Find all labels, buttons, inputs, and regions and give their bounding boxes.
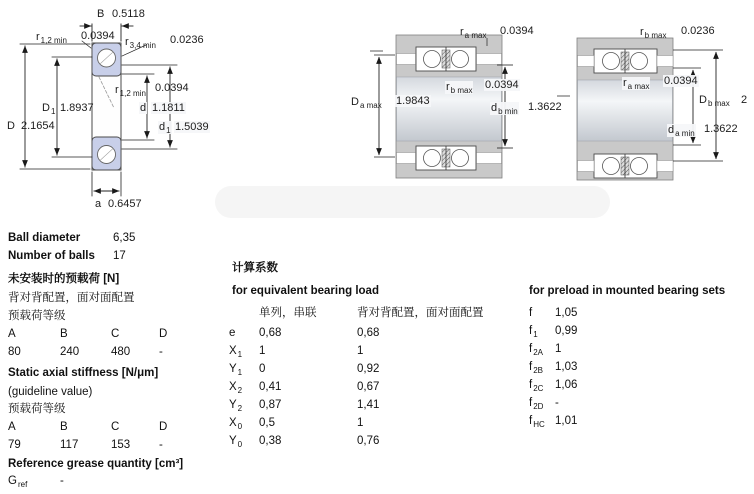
dim-label-da-min: $d_{a min}$ xyxy=(668,124,695,138)
factor-row-label: $Y_1$ xyxy=(229,363,243,377)
preload-factor-label: $f_{2D}$ xyxy=(529,397,544,411)
preload-factor-value: 1,01 xyxy=(555,415,578,427)
factor-row-label: e xyxy=(229,327,236,339)
dim-value-r12-min-mid: 0.0394 xyxy=(155,82,189,94)
stiffness-header-D: D xyxy=(159,421,168,433)
dim-value-D: 2.1654 xyxy=(21,120,55,132)
preload-class-label: 预载荷等级 xyxy=(8,310,66,322)
preload-factor-value: 1,06 xyxy=(555,379,578,391)
dim-label-rb-max-right: $r_{b max}$ xyxy=(640,26,667,40)
stiffness-header-B: B xyxy=(60,421,68,433)
dim-label-Db-max: $D_{b max}$ xyxy=(699,94,730,108)
stiffness-value-D: - xyxy=(159,439,163,451)
dim-value-ra-max-mid: 0.0394 xyxy=(500,25,534,37)
preload-factor-label: $f_1$ xyxy=(529,325,538,339)
ball-diameter-label: Ball diameter xyxy=(8,232,81,244)
dim-label-r12-min-top: $r_{1,2 min}$ xyxy=(36,31,67,45)
preload-value-D: - xyxy=(159,346,163,358)
dim-label-r12-min-mid: $r_{1,2 min}$ xyxy=(115,84,146,98)
calc-factors-title: 计算系数 xyxy=(232,262,278,274)
dim-value-Da-max: 1.9843 xyxy=(396,95,430,107)
stiffness-class-label: 预载荷等级 xyxy=(8,403,66,415)
preload-factor-label: $f_{2A}$ xyxy=(529,343,543,357)
number-of-balls-label: Number of balls xyxy=(8,250,95,262)
dim-value-B: 0.5118 xyxy=(112,8,145,20)
factor-row-col1: 0 xyxy=(259,363,266,375)
stiffness-subtitle: (guideline value) xyxy=(8,386,93,398)
dim-value-D1: 1.8937 xyxy=(60,102,94,114)
dim-label-D1: $D_1$ xyxy=(42,102,56,116)
dim-value-d: 1.1811 xyxy=(152,102,185,114)
grease-title: Reference grease quantity [cm³] xyxy=(8,458,184,470)
dim-value-r12-min-top: 0.0394 xyxy=(81,30,115,42)
factor-row-label: $X_0$ xyxy=(229,417,243,431)
factor-row-col1: 0,87 xyxy=(259,399,282,411)
mounted-pair-diagram-face-to-face xyxy=(577,38,723,180)
preload-factor-value: 1,03 xyxy=(555,361,578,373)
preload-unmounted-title: 未安装时的预载荷 [N] xyxy=(8,273,120,285)
ball-diameter-value: 6,35 xyxy=(113,232,136,244)
factor-row-col1: 1 xyxy=(259,345,266,357)
preload-factor-label: $f_{HC}$ xyxy=(529,415,545,429)
preload-factor-label: $f_{2B}$ xyxy=(529,361,543,375)
factor-row-col2: 0,92 xyxy=(357,363,380,375)
equiv-load-title: for equivalent bearing load xyxy=(232,285,379,297)
equiv-col1-header: 单列，串联 xyxy=(259,307,317,319)
number-of-balls-value: 17 xyxy=(113,250,126,262)
dim-label-d: d xyxy=(140,102,147,114)
dim-label-rb-max-mid: $r_{b max}$ xyxy=(446,81,473,95)
preload-value-A: 80 xyxy=(8,346,21,358)
preload-sets-title: for preload in mounted bearing sets xyxy=(529,285,726,297)
dim-value-a: 0.6457 xyxy=(108,198,142,210)
dim-label-a: a xyxy=(95,198,102,210)
dim-label-ra-max-right: $r_{a max}$ xyxy=(623,77,650,91)
grease-symbol: $G_{ref}$ xyxy=(8,475,28,489)
stiffness-value-B: 117 xyxy=(60,439,79,451)
factor-row-col2: 1,41 xyxy=(357,399,380,411)
equiv-col2-header: 背对背配置，面对面配置 xyxy=(357,307,484,319)
preload-value-B: 240 xyxy=(60,346,80,358)
dim-label-Da-max: $D_{a max}$ xyxy=(351,96,382,110)
dim-label-B: B xyxy=(97,8,105,20)
dim-value-d1: 1.5039 xyxy=(175,121,209,133)
preload-header-D: D xyxy=(159,328,168,340)
stiffness-value-A: 79 xyxy=(8,439,21,451)
factor-row-label: $X_2$ xyxy=(229,381,243,395)
dim-value-rb-max-right: 0.0236 xyxy=(681,25,715,37)
factor-row-col1: 0,68 xyxy=(259,327,282,339)
preload-header-B: B xyxy=(60,328,68,340)
preload-factor-value: 0,99 xyxy=(555,325,578,337)
dim-value-Db-max: 2 xyxy=(741,94,748,106)
stiffness-header-C: C xyxy=(111,421,120,433)
dim-label-db-min: $d_{b min}$ xyxy=(491,102,518,116)
dim-value-db-min: 1.3622 xyxy=(528,101,562,113)
preload-factor-value: 1,05 xyxy=(555,307,578,319)
stiffness-header-A: A xyxy=(8,421,16,433)
factor-row-col2: 1 xyxy=(357,345,364,357)
factor-row-col1: 0,41 xyxy=(259,381,282,393)
preload-unmounted-subtitle: 背对背配置，面对面配置 xyxy=(8,292,135,304)
stiffness-title: Static axial stiffness [N/μm] xyxy=(8,367,159,379)
dim-label-D: D xyxy=(7,120,15,132)
dim-value-r34-min: 0.0236 xyxy=(170,34,204,46)
factor-row-col2: 0,67 xyxy=(357,381,380,393)
dim-label-ra-max-mid: $r_{a max}$ xyxy=(460,26,487,40)
dim-value-ra-max-right: 0.0394 xyxy=(664,75,698,87)
dim-label-d1: $d_1$ xyxy=(159,121,171,135)
grease-value: - xyxy=(60,475,64,487)
factor-row-col2: 1 xyxy=(357,417,364,429)
factor-row-col1: 0,38 xyxy=(259,435,282,447)
dim-label-r34-min: $r_{3,4 min}$ xyxy=(125,36,156,50)
dim-value-rb-max-mid: 0.0394 xyxy=(485,79,519,91)
preload-factor-label: f xyxy=(529,307,533,319)
factor-row-label: $Y_0$ xyxy=(229,435,243,449)
factor-row-label: $Y_2$ xyxy=(229,399,243,413)
factor-row-label: $X_1$ xyxy=(229,345,243,359)
preload-header-C: C xyxy=(111,328,120,340)
dim-value-da-min: 1.3622 xyxy=(704,123,738,135)
stiffness-value-C: 153 xyxy=(111,439,131,451)
preload-value-C: 480 xyxy=(111,346,131,358)
factor-row-col2: 0,76 xyxy=(357,435,380,447)
preload-factor-value: - xyxy=(555,397,559,409)
factor-row-col1: 0,5 xyxy=(259,417,275,429)
preload-header-A: A xyxy=(8,328,16,340)
factor-row-col2: 0,68 xyxy=(357,327,380,339)
preload-factor-value: 1 xyxy=(555,343,562,355)
preload-factor-label: $f_{2C}$ xyxy=(529,379,544,393)
